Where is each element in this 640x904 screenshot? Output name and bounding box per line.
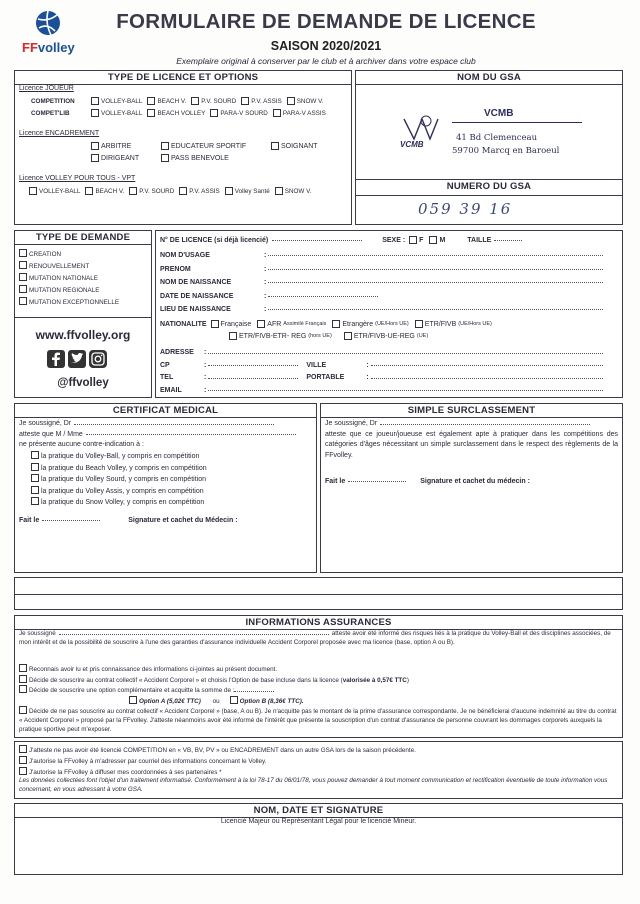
checkbox[interactable] <box>271 142 279 150</box>
encadrement-row2: DIRIGEANT PASS BENEVOLE <box>91 154 229 162</box>
checkbox[interactable] <box>161 142 169 150</box>
checkbox[interactable] <box>19 745 27 753</box>
checkbox[interactable] <box>257 320 265 328</box>
nom-usage-input[interactable] <box>268 255 603 256</box>
checkbox[interactable] <box>91 154 99 162</box>
checkbox[interactable] <box>230 696 238 704</box>
nationalite-row1: NATIONALITE Française AFR Assimilé Français Etrangère (UE/Hors UE) ETR/FIVB (UE/Hors UE) <box>160 320 492 328</box>
nationalite-row2: ETR/FIVB-ETR- REG (hors UE) ETR/FIVB-UE-REG (UE) <box>229 332 428 340</box>
ville-input[interactable] <box>371 365 603 366</box>
checkbox[interactable] <box>31 463 39 471</box>
tel-input[interactable] <box>208 378 298 379</box>
vpt-options: VOLLEY-BALL BEACH V. P.V. SOURD P.V. ASSIS Volley Santé SNOW V. <box>29 187 311 195</box>
checkbox[interactable] <box>344 332 352 340</box>
competlib-label: COMPET'LIB <box>31 110 70 117</box>
contact-fields: ADRESSE : CP : VILLE : TEL : PORTABLE : EMAIL : <box>160 347 603 397</box>
encadrement-label: Licence ENCADREMENT <box>19 130 100 137</box>
assurances-intro: Je soussigné atteste avoir été informé des risques liés à la pratique du Volley-Ball et des disciplines associées, de mon intérêt et de la possibilité de souscrire à l'une des garanties d'assurance individuelle Accident Corporel proposée avec ma licence (base, option A ou B). <box>19 630 611 646</box>
consents-list: J'atteste ne pas avoir été licencié COMPETITION en « VB, BV, PV » ou ENCADREMENT dans un autre GSA lors de la saison précédente. J'autorise la FFvolley à m'adresser par courriel des informations concernant le Volley. J'autorise la FFvolley à diffuser mes coordonnées à ses partenaires * Les données collectées font l'objet d'un traitement informatisé. Conformément à la loi 78-17 du 06/01/78, vous pouvez demander à tout moment communication et rectification éventuelle de toute information vous concernant, en vous adressant à votre GSA. <box>19 745 617 795</box>
page-title: FORMULAIRE DE DEMANDE DE LICENCE <box>116 10 536 33</box>
gsa-number-value[interactable]: 059 39 16 <box>418 200 513 218</box>
licence-number-row: N° DE LICENCE (si déjà licencié) SEXE : F M TAILLE <box>160 236 522 244</box>
twitter-icon[interactable] <box>68 350 86 368</box>
consents-section <box>14 741 623 799</box>
checkbox[interactable] <box>91 142 99 150</box>
certificat-items: la pratique du Volley-Ball, y compris en compétition la pratique du Beach Volley, y compris en compétition la pratique du Volley Sourd, y compris en compétition la pratique du Volley Assis, y compris en compétition la pratique du Snow Volley, y compris en compétition <box>31 451 207 509</box>
checkbox[interactable] <box>147 109 155 117</box>
identity-fields: NOM D'USAGE : PRENOM : NOM DE NAISSANCE : DATE DE NAISSANCE : LIEU DE NAISSANCE : <box>160 249 603 317</box>
gsa-title: NOM DU GSA <box>356 71 622 85</box>
nom-naissance-input[interactable] <box>268 282 603 283</box>
licence-number-input[interactable] <box>272 240 362 241</box>
certificat-title: CERTIFICAT MEDICAL <box>15 404 316 418</box>
checkbox[interactable] <box>415 320 423 328</box>
checkbox[interactable] <box>19 273 27 281</box>
sex-f-checkbox[interactable] <box>409 236 417 244</box>
instagram-icon[interactable] <box>89 350 107 368</box>
adresse-input[interactable] <box>208 353 603 354</box>
date-naissance-input[interactable] <box>268 296 378 297</box>
certificat-date-input[interactable] <box>42 520 100 521</box>
checkbox[interactable] <box>85 187 93 195</box>
checkbox[interactable] <box>31 486 39 494</box>
encadrement-row1: ARBITRE EDUCATEUR SPORTIF SOIGNANT <box>91 142 318 150</box>
taille-input[interactable] <box>494 240 522 241</box>
social-handle: @ffvolley <box>57 377 109 389</box>
checkbox[interactable] <box>19 756 27 764</box>
checkbox[interactable] <box>31 497 39 505</box>
volleyball-icon <box>35 10 61 36</box>
checkbox[interactable] <box>275 187 283 195</box>
checkbox[interactable] <box>19 297 27 305</box>
competlib-options: VOLLEY-BALL BEACH VOLLEY PARA-V SOURD PARA-V ASSIS <box>91 109 326 117</box>
lieu-naissance-input[interactable] <box>268 309 603 310</box>
club-logo-text: VCMB <box>400 140 424 149</box>
checkbox[interactable] <box>129 696 137 704</box>
checkbox[interactable] <box>161 154 169 162</box>
checkbox[interactable] <box>287 97 295 105</box>
checkbox[interactable] <box>179 187 187 195</box>
demande-section <box>14 230 152 398</box>
competition-label: COMPETITION <box>31 98 75 105</box>
assurance-name-input[interactable] <box>59 634 329 635</box>
email-input[interactable] <box>208 390 603 391</box>
stamp-club-name: VCMB <box>484 108 514 119</box>
checkbox[interactable] <box>19 767 27 775</box>
certificat-body: Je soussigné, Dr atteste que M / Mme ne présente aucune contre-indication à : <box>19 419 314 451</box>
cp-input[interactable] <box>208 365 298 366</box>
checkbox[interactable] <box>19 664 27 672</box>
portable-input[interactable] <box>371 378 603 379</box>
checkbox[interactable] <box>31 474 39 482</box>
website-link[interactable]: www.ffvolley.org <box>35 328 131 342</box>
signature-title: NOM, DATE ET SIGNATURE <box>15 804 622 818</box>
demande-options: CREATION RENOUVELLEMENT MUTATION NATIONALE MUTATION REGIONALE MUTATION EXCEPTIONNELLE <box>19 249 119 309</box>
doctor-name-input[interactable] <box>74 424 274 425</box>
checkbox[interactable] <box>29 187 37 195</box>
checkbox[interactable] <box>225 187 233 195</box>
gsa-number-title: NUMERO DU GSA <box>446 181 532 192</box>
checkbox[interactable] <box>147 97 155 105</box>
vpt-label: Licence VOLLEY POUR TOUS - VPT <box>19 175 136 182</box>
surclassement-doctor-input[interactable] <box>380 424 590 425</box>
surclassement-section <box>320 403 623 573</box>
blank-area <box>14 577 623 610</box>
certificat-sign-row: Fait le Signature et cachet du Médecin : <box>19 517 238 524</box>
checkbox[interactable] <box>211 320 219 328</box>
checkbox[interactable] <box>241 97 249 105</box>
legal-notice: Les données collectées font l'objet d'un traitement informatisé. Conformément à la loi 78-17 du 06/01/78, vous pouvez demander à tout moment communication et rectification éventuelle de toute information vous concernant, en vous adressant à votre GSA. <box>19 777 608 794</box>
checkbox[interactable] <box>332 320 340 328</box>
surclassement-body: Je soussigné, Dr atteste que ce joueur/joueuse est également apte à pratiquer dans les compétitions des catégories d'âges nécessitant un simple surclassement dans le respect des règlements de la FFvolley. <box>325 420 618 459</box>
surclassement-date-input[interactable] <box>348 481 406 482</box>
social-icons <box>47 350 107 368</box>
competition-options: VOLLEY-BALL BEACH V. P.V. SOURD P.V. ASSIS SNOW V. <box>91 97 323 105</box>
checkbox[interactable] <box>129 187 137 195</box>
signature-section <box>14 803 623 875</box>
licence-type-section <box>14 70 352 225</box>
page-subtitle: Exemplaire original à conserver par le club et à archiver dans votre espace club <box>176 56 476 66</box>
checkbox[interactable] <box>19 249 27 257</box>
facebook-icon[interactable] <box>47 350 65 368</box>
ffvolley-logo <box>22 8 77 58</box>
checkbox[interactable] <box>91 97 99 105</box>
surclassement-sign-row: Fait le Signature et cachet du médecin : <box>325 478 530 485</box>
prenom-input[interactable] <box>268 269 603 270</box>
signature-subtitle: Licencié Majeur ou Représentant Légal pour le licencié Mineur. <box>220 818 417 825</box>
demande-title: TYPE DE DEMANDE <box>15 231 151 245</box>
joueur-label: Licence JOUEUR <box>19 85 74 92</box>
checkbox[interactable] <box>19 675 27 683</box>
checkbox[interactable] <box>19 261 27 269</box>
identity-section <box>155 230 623 398</box>
checkbox[interactable] <box>91 109 99 117</box>
sex-m-checkbox[interactable] <box>429 236 437 244</box>
checkbox[interactable] <box>31 451 39 459</box>
assurances-options: Reconnais avoir lu et pris connaissance des informations ci-jointes au présent document. Décide de souscrire au contrat collectif « Accident Corporel » et choisis l'Option de base incluse dans la licence (valorisée à 0,57€ TTC) Décide de souscrire une option complémentaire et acquitte la somme de : Option A (5,02€ TTC) ou Option B (8,36€ TTC). Décide de ne pas souscrire au contrat collectif « Accident Corporel » (base, A ou B). Je n'acquitte pas le montant de la prime d'assurance correspondante. Je ne bénéficierai d'aucune indemnité au titre du contrat « Accident Corporel » proposé par la FFvolley. J'atteste néanmoins avoir été informé de l'intérêt que présente la souscription d'un contrat d'assurance de personne couvrant les dommages corporels auxquels la pratique sportive peut m'exposer. <box>19 666 617 733</box>
gsa-section <box>355 70 623 225</box>
checkbox[interactable] <box>273 109 281 117</box>
checkbox[interactable] <box>19 685 27 693</box>
patient-name-input[interactable] <box>86 434 296 435</box>
club-address-1: 41 Bd Clemenceau <box>456 133 538 143</box>
club-address-2: 59700 Marcq en Baroeul <box>452 146 560 156</box>
assurances-title: INFORMATIONS ASSURANCES <box>15 616 622 630</box>
certificat-section <box>14 403 317 573</box>
season-label: SAISON 2020/2021 <box>270 39 382 53</box>
assurances-section <box>14 615 623 738</box>
checkbox[interactable] <box>19 706 27 714</box>
licence-type-title: TYPE DE LICENCE ET OPTIONS <box>15 71 351 85</box>
logo-text: FFvolley <box>22 40 75 55</box>
checkbox[interactable] <box>229 332 237 340</box>
checkbox[interactable] <box>19 285 27 293</box>
surclassement-title: SIMPLE SURCLASSEMENT <box>321 404 622 418</box>
checkbox[interactable] <box>191 97 199 105</box>
checkbox[interactable] <box>210 109 218 117</box>
